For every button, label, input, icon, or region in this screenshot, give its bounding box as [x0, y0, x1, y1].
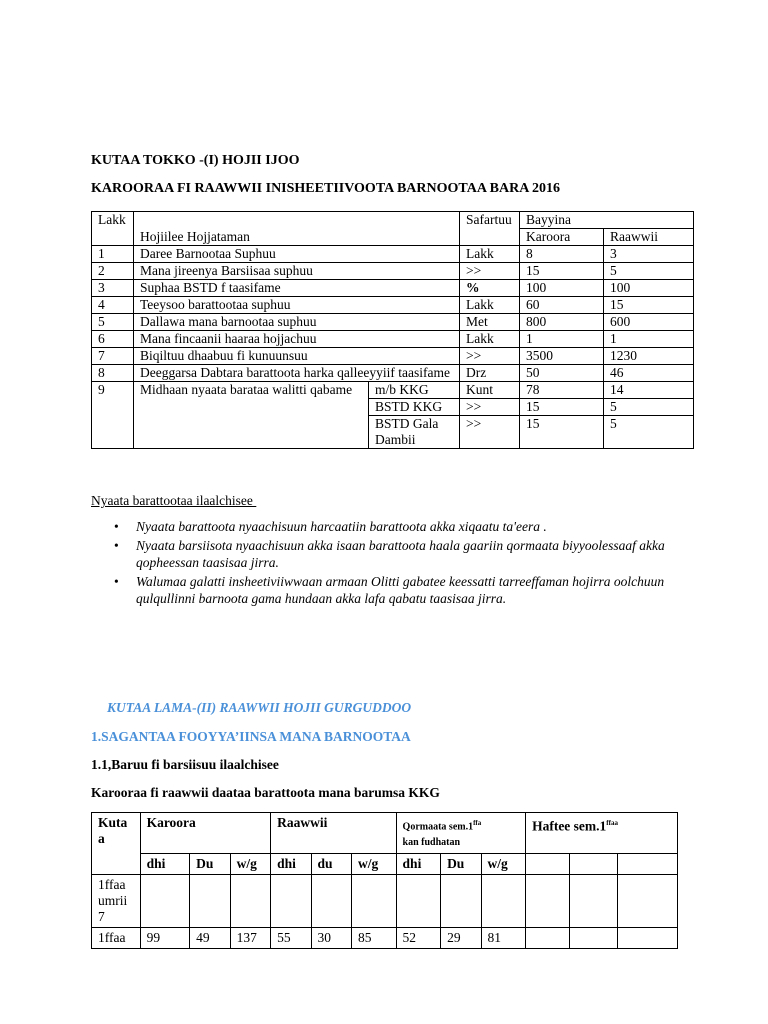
table-row	[92, 348, 694, 365]
row-task: Midhaan nyaata barataa walitti qabame	[134, 382, 369, 449]
cell	[230, 875, 270, 928]
cell: 49	[190, 928, 230, 949]
row-unit: %	[460, 280, 520, 297]
row-number: 7	[92, 348, 134, 365]
header-karoora: Karoora	[140, 813, 271, 854]
list-item-text: Nyaata barsiisota nyaachisuun akka isaan barattoota haala gaariin qormaata biyyoolessaaf akka qopheessan taasisaa jirra.	[136, 538, 665, 570]
cell	[481, 875, 526, 928]
row-number: 1	[92, 246, 134, 263]
row-task: Mana jireenya Barsiisaa suphuu	[134, 263, 460, 280]
header-lakk: Lakk	[92, 212, 134, 246]
row-plan: 100	[520, 280, 604, 297]
row-task: Daree Barnootaa Suphuu	[134, 246, 460, 263]
section2-sub3: Karooraa fi raawwii daataa barattoota mana barumsa KKG	[91, 785, 440, 800]
row-unit: Drz	[460, 365, 520, 382]
row-number: 2	[92, 263, 134, 280]
row-plan: 15	[520, 416, 604, 449]
row-done: 14	[604, 382, 694, 399]
row-task: Deeggarsa Dabtara barattoota harka qalleeyyiif taasifame	[134, 365, 460, 382]
row-done: 1	[604, 331, 694, 348]
section2-sub1: 1.SAGANTAA FOOYYA’IINSA MANA BARNOOTAA	[91, 729, 411, 744]
section1-subheading: KAROORAA FI RAAWWII INISHEETIIVOOTA BARNOOTAA BARA 2016	[91, 181, 561, 196]
table-row	[92, 331, 694, 348]
row-done: 46	[604, 365, 694, 382]
section2-heading: KUTAA LAMA-(II) RAAWWII HOJII GURGUDDOO	[107, 700, 412, 715]
row-label: 1ffaa umrii 7	[92, 875, 141, 928]
row-number: 5	[92, 314, 134, 331]
col-header: w/g	[481, 854, 526, 875]
row-plan: 800	[520, 314, 604, 331]
header-qormaata	[396, 813, 526, 854]
cell	[569, 875, 618, 928]
row-done: 5	[604, 263, 694, 280]
list-item	[114, 518, 694, 535]
row-unit: Lakk	[460, 331, 520, 348]
cell: 29	[441, 928, 481, 949]
row-unit: Lakk	[460, 297, 520, 314]
header-safartuu: Safartuu	[460, 212, 520, 246]
col-header: dhi	[140, 854, 190, 875]
notes-title: Nyaata barattootaa ilaalchisee	[91, 493, 257, 508]
row-task: Mana fincaanii haaraa hojjachuu	[134, 331, 460, 348]
table-subheader-row	[92, 854, 678, 875]
notes-list	[114, 518, 694, 609]
haftee-sup: ffaa	[606, 819, 618, 827]
row-done: 15	[604, 297, 694, 314]
col-header	[569, 854, 618, 875]
header-hojiilee: Hojiilee Hojjataman	[134, 212, 460, 246]
student-data-table	[91, 812, 678, 949]
table-row	[92, 928, 678, 949]
header-bayyina: Bayyina	[520, 212, 694, 229]
header-haftee	[526, 813, 678, 854]
cell: 30	[311, 928, 351, 949]
row-plan: 15	[520, 399, 604, 416]
list-item	[114, 573, 694, 607]
col-header: dhi	[271, 854, 311, 875]
row-subtask: m/b KKG	[369, 382, 460, 399]
row-number: 3	[92, 280, 134, 297]
col-header: Du	[441, 854, 481, 875]
row-done: 600	[604, 314, 694, 331]
header-kuta: Kuta a	[92, 813, 141, 875]
row-plan: 3500	[520, 348, 604, 365]
row-done: 1230	[604, 348, 694, 365]
cell	[311, 875, 351, 928]
row-plan: 15	[520, 263, 604, 280]
row-plan: 8	[520, 246, 604, 263]
haftee-text: Haftee sem.1	[532, 818, 607, 834]
cell	[569, 928, 618, 949]
list-item	[114, 537, 694, 571]
cell: 85	[352, 928, 397, 949]
table-row	[92, 875, 678, 928]
row-number: 4	[92, 297, 134, 314]
cell	[271, 875, 311, 928]
bullet-icon: •	[114, 538, 119, 553]
cell	[190, 875, 230, 928]
table-header-row	[92, 212, 694, 229]
row-done: 5	[604, 416, 694, 449]
row-task: Biqiltuu dhaabuu fi kunuunsuu	[134, 348, 460, 365]
row-done: 100	[604, 280, 694, 297]
section2-sub2: 1.1,Baruu fi barsiisuu ilaalchisee	[91, 757, 279, 772]
col-header: w/g	[230, 854, 270, 875]
row-plan: 78	[520, 382, 604, 399]
cell: 137	[230, 928, 270, 949]
header-raawwii: Raawwii	[604, 229, 694, 246]
list-item-text: Nyaata barattoota nyaachisuun harcaatiin barattoota akka xiqaatu ta'eera .	[136, 519, 547, 534]
section1-heading: KUTAA TOKKO -(I) HOJII IJOO	[91, 153, 300, 168]
cell: 99	[140, 928, 190, 949]
row-subtask: BSTD KKG	[369, 399, 460, 416]
cell: 55	[271, 928, 311, 949]
row-task: Suphaa BSTD f taasifame	[134, 280, 460, 297]
row-unit: Kunt	[460, 382, 520, 399]
row-done: 5	[604, 399, 694, 416]
cell: 52	[396, 928, 441, 949]
row-task: Teeysoo barattootaa suphuu	[134, 297, 460, 314]
cell	[352, 875, 397, 928]
col-header	[618, 854, 678, 875]
col-header: du	[311, 854, 351, 875]
row-unit: Lakk	[460, 246, 520, 263]
table-row	[92, 280, 694, 297]
row-label: 1ffaa	[92, 928, 141, 949]
row-number: 8	[92, 365, 134, 382]
col-header: Du	[190, 854, 230, 875]
row-unit: >>	[460, 399, 520, 416]
col-header: w/g	[352, 854, 397, 875]
row-plan: 1	[520, 331, 604, 348]
row-unit: >>	[460, 348, 520, 365]
cell: 81	[481, 928, 526, 949]
list-item-text: Walumaa galatti insheetiviiwwaan armaan Olitti gabatee keessatti tarreeffaman hojirra oolchuun qulqullinni barnoota gama hundaan akka lafa qabatu taasisaa jirra.	[136, 574, 665, 606]
cell	[526, 928, 570, 949]
cell	[441, 875, 481, 928]
row-unit: >>	[460, 263, 520, 280]
cell	[526, 875, 570, 928]
bullet-icon: •	[114, 519, 119, 534]
initiatives-table	[91, 211, 694, 449]
row-task: Dallawa mana barnootaa suphuu	[134, 314, 460, 331]
table-row	[92, 314, 694, 331]
header-raawwii: Raawwii	[271, 813, 396, 854]
table-row	[92, 263, 694, 280]
row-number: 6	[92, 331, 134, 348]
row-number: 9	[92, 382, 134, 449]
cell	[396, 875, 441, 928]
table-row	[92, 297, 694, 314]
row-done: 3	[604, 246, 694, 263]
col-header	[526, 854, 570, 875]
cell	[618, 928, 678, 949]
bullet-icon: •	[114, 574, 119, 589]
row-unit: >>	[460, 416, 520, 449]
cell	[618, 875, 678, 928]
row-subtask: BSTD Gala Dambii	[369, 416, 460, 449]
table-row	[92, 382, 694, 399]
qormaata-sup: ffa	[473, 819, 482, 827]
table-header-row	[92, 813, 678, 854]
row-plan: 50	[520, 365, 604, 382]
row-unit: Met	[460, 314, 520, 331]
table-row	[92, 365, 694, 382]
header-karoora: Karoora	[520, 229, 604, 246]
qormaata-text2: kan fudhatan	[402, 837, 461, 849]
qormaata-text: Qormaata sem.1	[402, 821, 474, 833]
col-header: dhi	[396, 854, 441, 875]
table-row	[92, 246, 694, 263]
cell	[140, 875, 190, 928]
row-plan: 60	[520, 297, 604, 314]
